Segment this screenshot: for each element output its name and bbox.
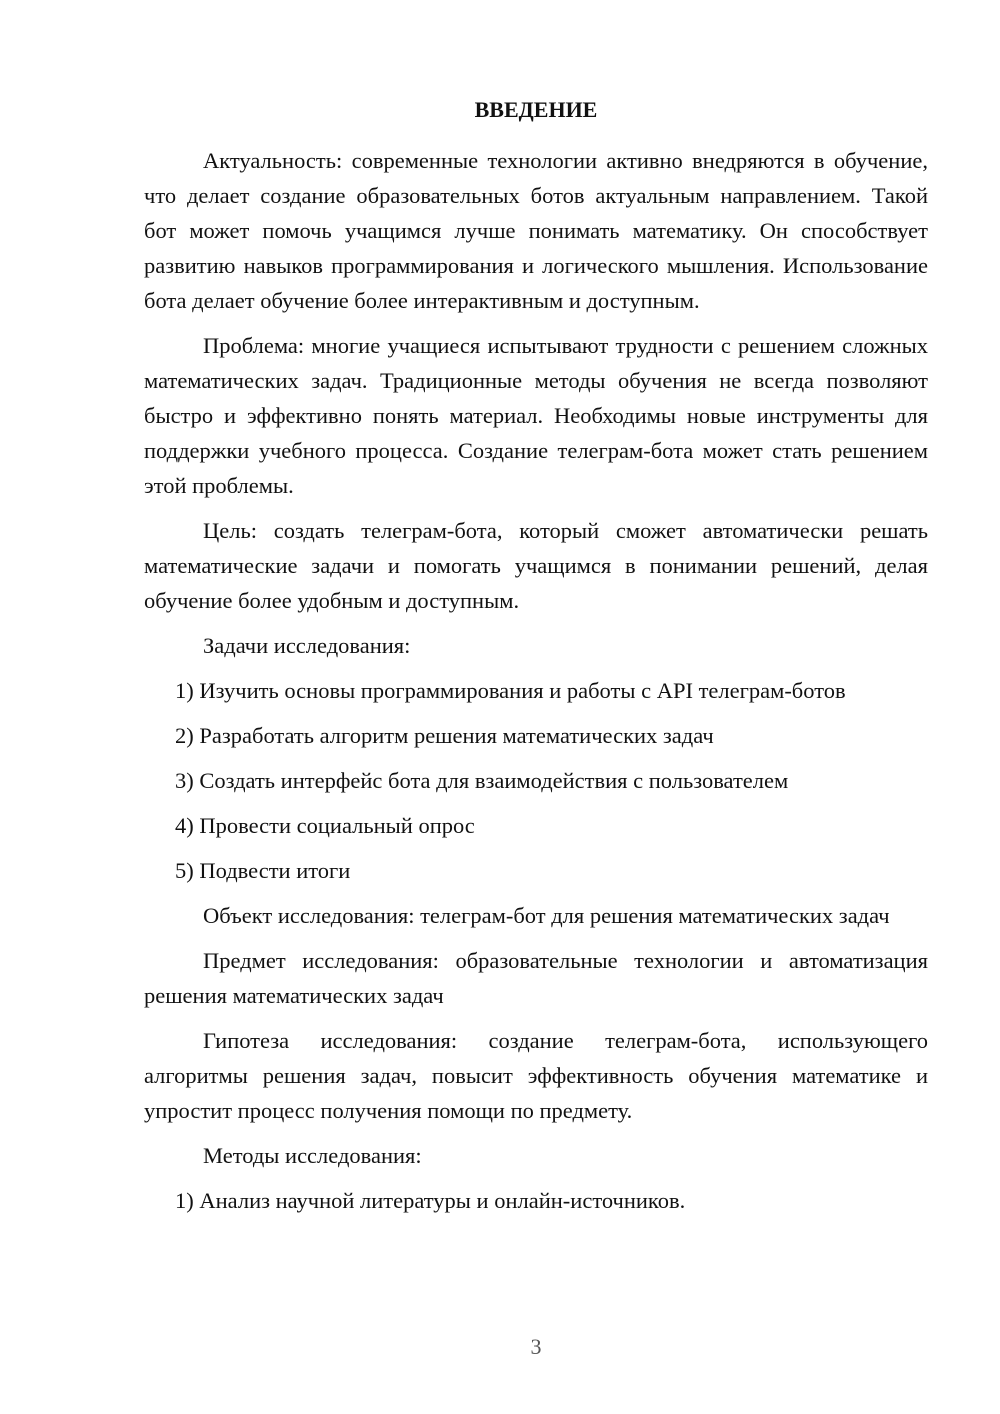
task-item: 4) Провести социальный опрос: [175, 813, 475, 838]
tasks-list: [144, 673, 928, 888]
method-item: 1) Анализ научной литературы и онлайн-источников.: [175, 1188, 686, 1213]
paragraph-subject: Предмет исследования: образовательные технологии и автоматизация решения математических задач: [144, 948, 928, 1008]
methods-list: [144, 1183, 928, 1218]
tasks-heading: Задачи исследования:: [203, 633, 411, 658]
paragraph-relevance: Актуальность: современные технологии активно внедряются в обучение, что делает создание образовательных ботов актуальным направлением. Такой бот может помочь учащимся лучше понимать математику. Он способствует развитию навыков программирования и логического мышления. Использование бота делает обучение более интерактивным и доступным.: [144, 148, 928, 313]
task-item: 3) Создать интерфейс бота для взаимодействия с пользователем: [175, 768, 789, 793]
task-item: 2) Разработать алгоритм решения математических задач: [175, 723, 714, 748]
task-item: 5) Подвести итоги: [175, 858, 351, 883]
methods-heading: Методы исследования:: [203, 1143, 422, 1168]
paragraph-problem: Проблема: многие учащиеся испытывают трудности с решением сложных математических задач. Традиционные методы обучения не всегда позволяют быстро и эффективно понять материал. Необходимы новые инструменты для поддержки учебного процесса. Создание телеграм-бота может стать решением этой проблемы.: [144, 333, 928, 498]
task-item: 1) Изучить основы программирования и работы с API телеграм-ботов: [175, 678, 846, 703]
page-number: 3: [530, 1334, 542, 1359]
section-title: ВВЕДЕНИЕ: [474, 97, 598, 122]
paragraph-object: Объект исследования: телеграм-бот для решения математических задач: [203, 903, 890, 928]
paragraph-hypothesis: Гипотеза исследования: создание телеграм-бота, использующего алгоритмы решения задач, повысит эффективность обучения математике и упростит процесс получения помощи по предмету.: [144, 1028, 928, 1123]
paragraph-goal: Цель: создать телеграм-бота, который сможет автоматически решать математические задачи и помогать учащимся в понимании решений, делая обучение более удобным и доступным.: [144, 518, 928, 613]
document-body: [144, 95, 928, 1228]
